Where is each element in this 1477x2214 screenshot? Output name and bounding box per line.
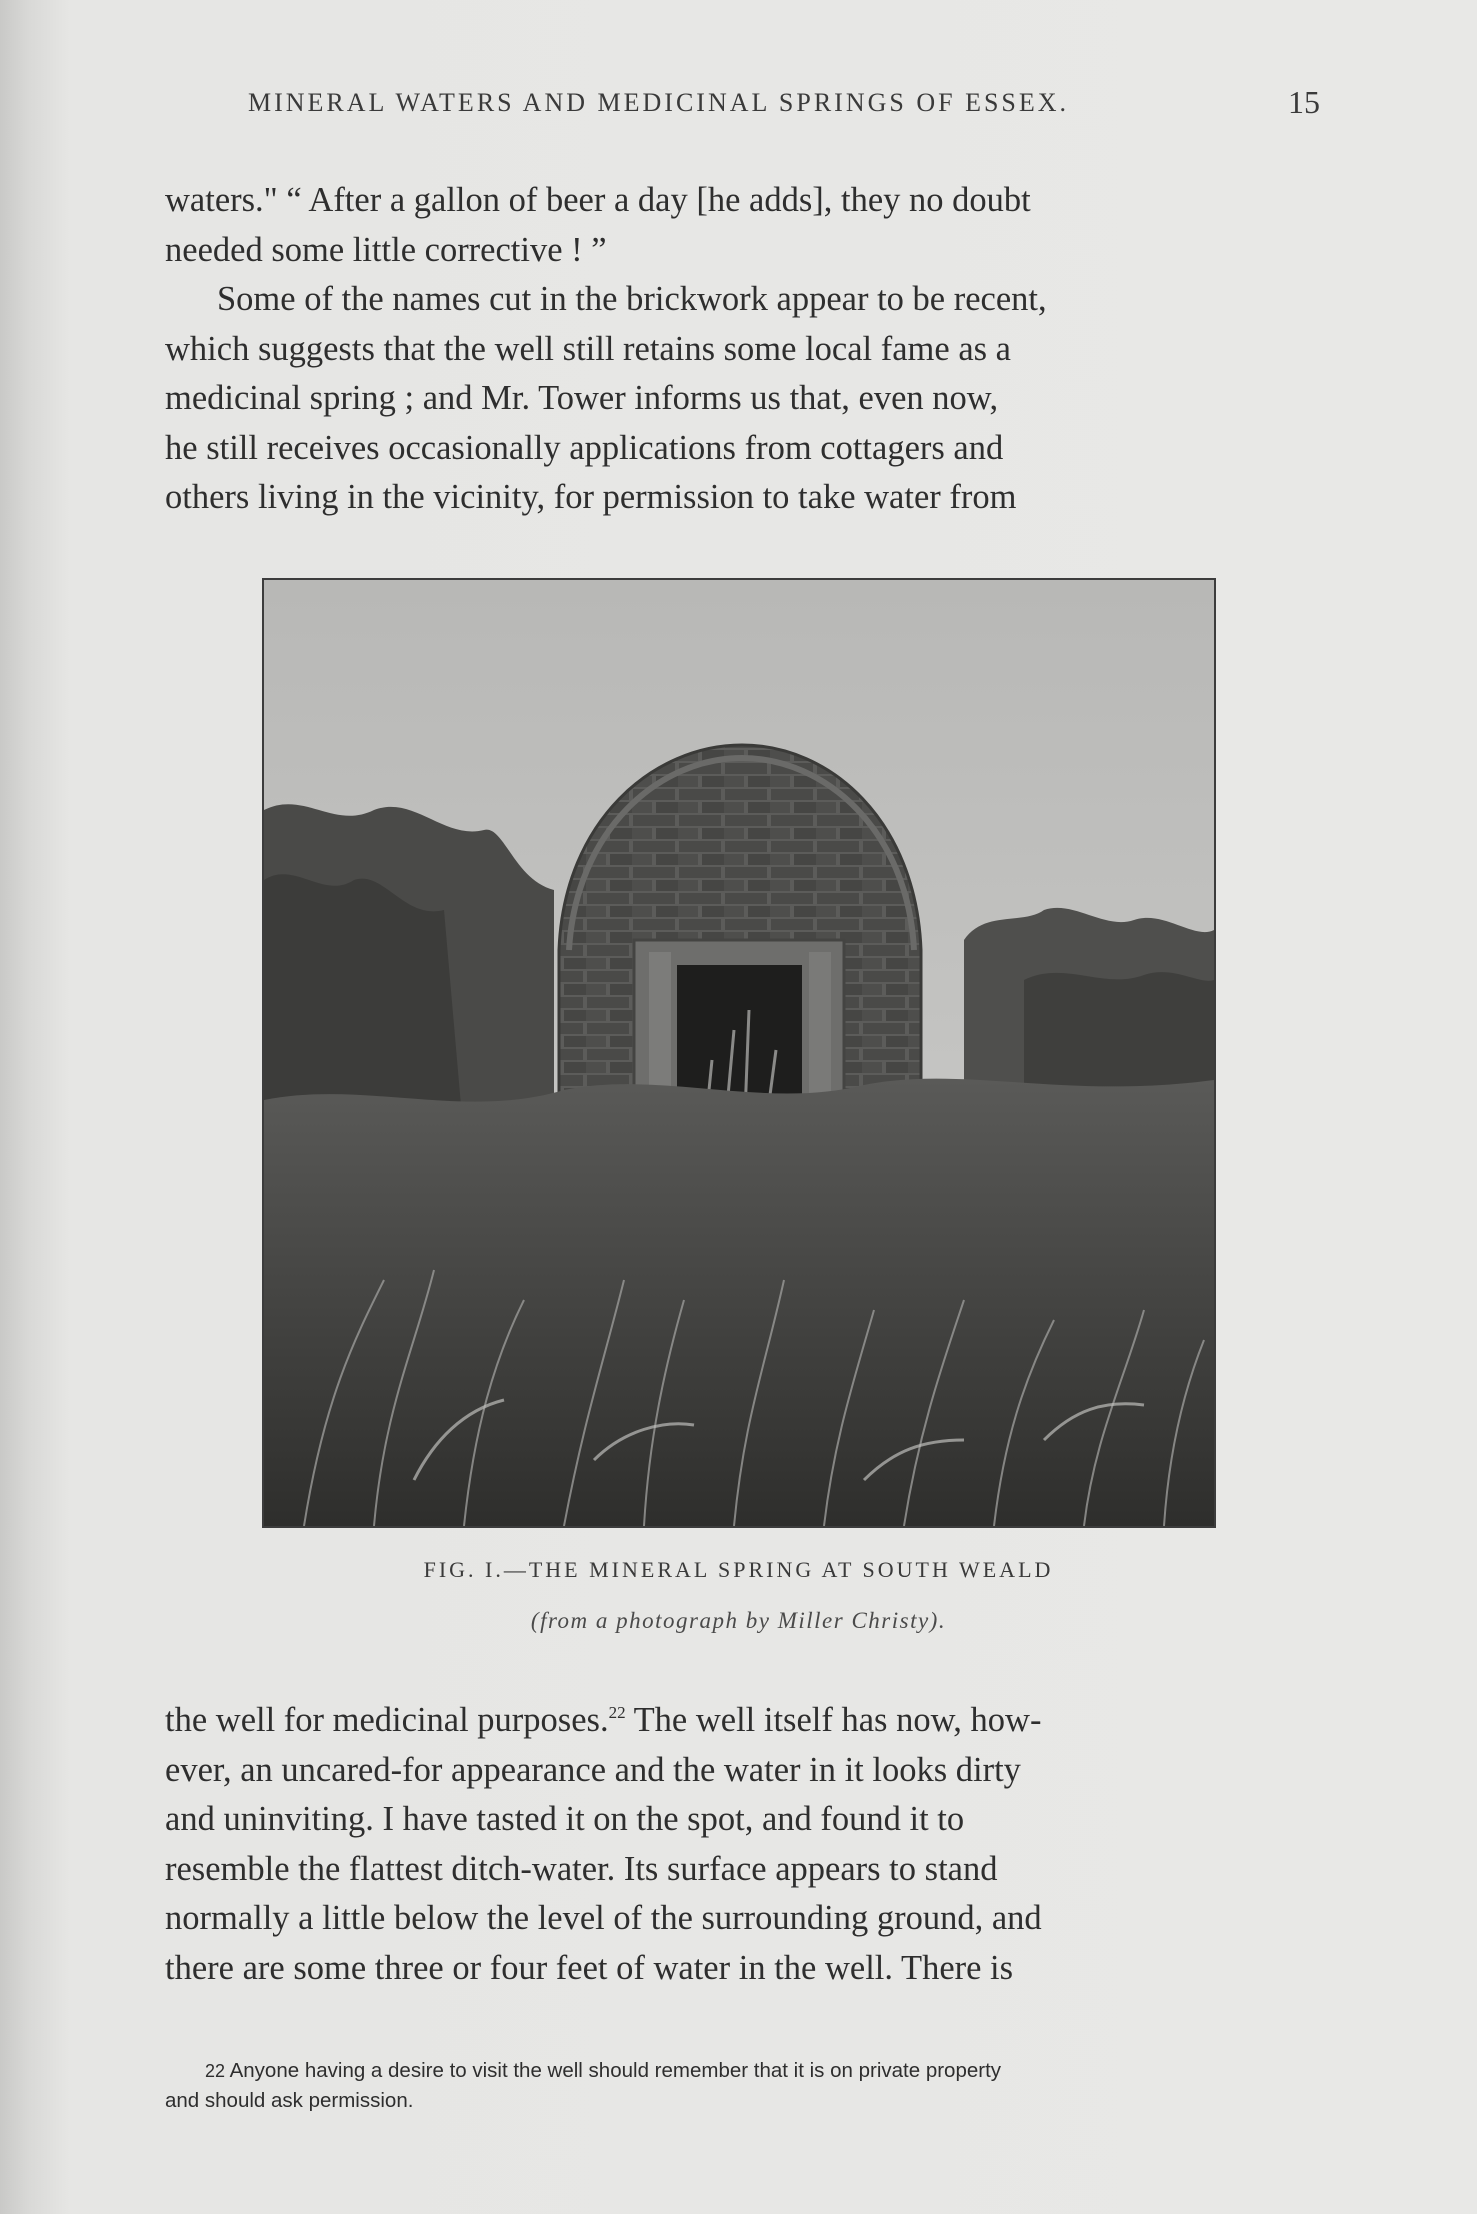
footnote-number: 22 — [205, 2061, 226, 2081]
paragraph-2-line: medicinal spring ; and Mr. Tower informs us that, even now, — [165, 379, 999, 417]
paragraph-3-line: normally a little below the level of the surrounding ground, and — [165, 1899, 1042, 1937]
paragraph-3-text: The well itself has now, how- — [625, 1701, 1042, 1739]
paragraph-2-line: he still receives occasionally applications from cottagers and — [165, 428, 1004, 467]
paragraph-2 — [165, 275, 1317, 523]
running-head-title: MINERAL WATERS AND MEDICINAL SPRINGS OF ESSEX. — [248, 88, 1070, 117]
paragraph-1-line: waters." “ After a gallon of beer a day [he adds], they no doubt — [165, 181, 1031, 219]
footnote-text: Anyone having a desire to visit the well should remember that it is on private property — [229, 2059, 1002, 2082]
spring-well-photo — [264, 580, 1214, 1526]
paragraph-2-line: others living in the vicinity, for permission to take water from — [165, 478, 1017, 516]
footnote — [165, 2056, 1325, 2116]
paragraph-3-line: ever, an uncared-for appearance and the water in it looks dirty — [165, 1750, 1021, 1789]
footnote-reference[interactable]: 22 — [608, 1703, 626, 1722]
figure-credit: (from a photograph by Miller Christy). — [530, 1608, 947, 1633]
paragraph-3 — [165, 1696, 1317, 1993]
figure-photograph — [262, 578, 1216, 1528]
paragraph-1 — [165, 176, 1317, 275]
page-number: 15 — [1288, 84, 1320, 120]
footnote-line — [165, 2056, 1325, 2086]
footnote-line: and should ask permission. — [165, 2089, 414, 2112]
paragraph-3-line: resemble the flattest ditch-water. Its surface appears to stand — [165, 1849, 998, 1888]
paragraph-3-line: there are some three or four feet of water in the well. There is — [165, 1948, 1014, 1987]
paragraph-3-line: and uninviting. I have tasted it on the spot, and found it to — [165, 1800, 965, 1838]
paragraph-3-text: the well for medicinal purposes. — [165, 1701, 609, 1739]
paragraph-2-line: which suggests that the well still retains some local fame as a — [165, 329, 1011, 368]
paragraph-1-line: needed some little corrective ! ” — [165, 230, 607, 269]
paragraph-2-line: Some of the names cut in the brickwork appear to be recent, — [217, 280, 1047, 318]
paragraph-3-line — [165, 1696, 1317, 1746]
figure-caption: FIG. I.—THE MINERAL SPRING AT SOUTH WEALD — [423, 1557, 1054, 1582]
